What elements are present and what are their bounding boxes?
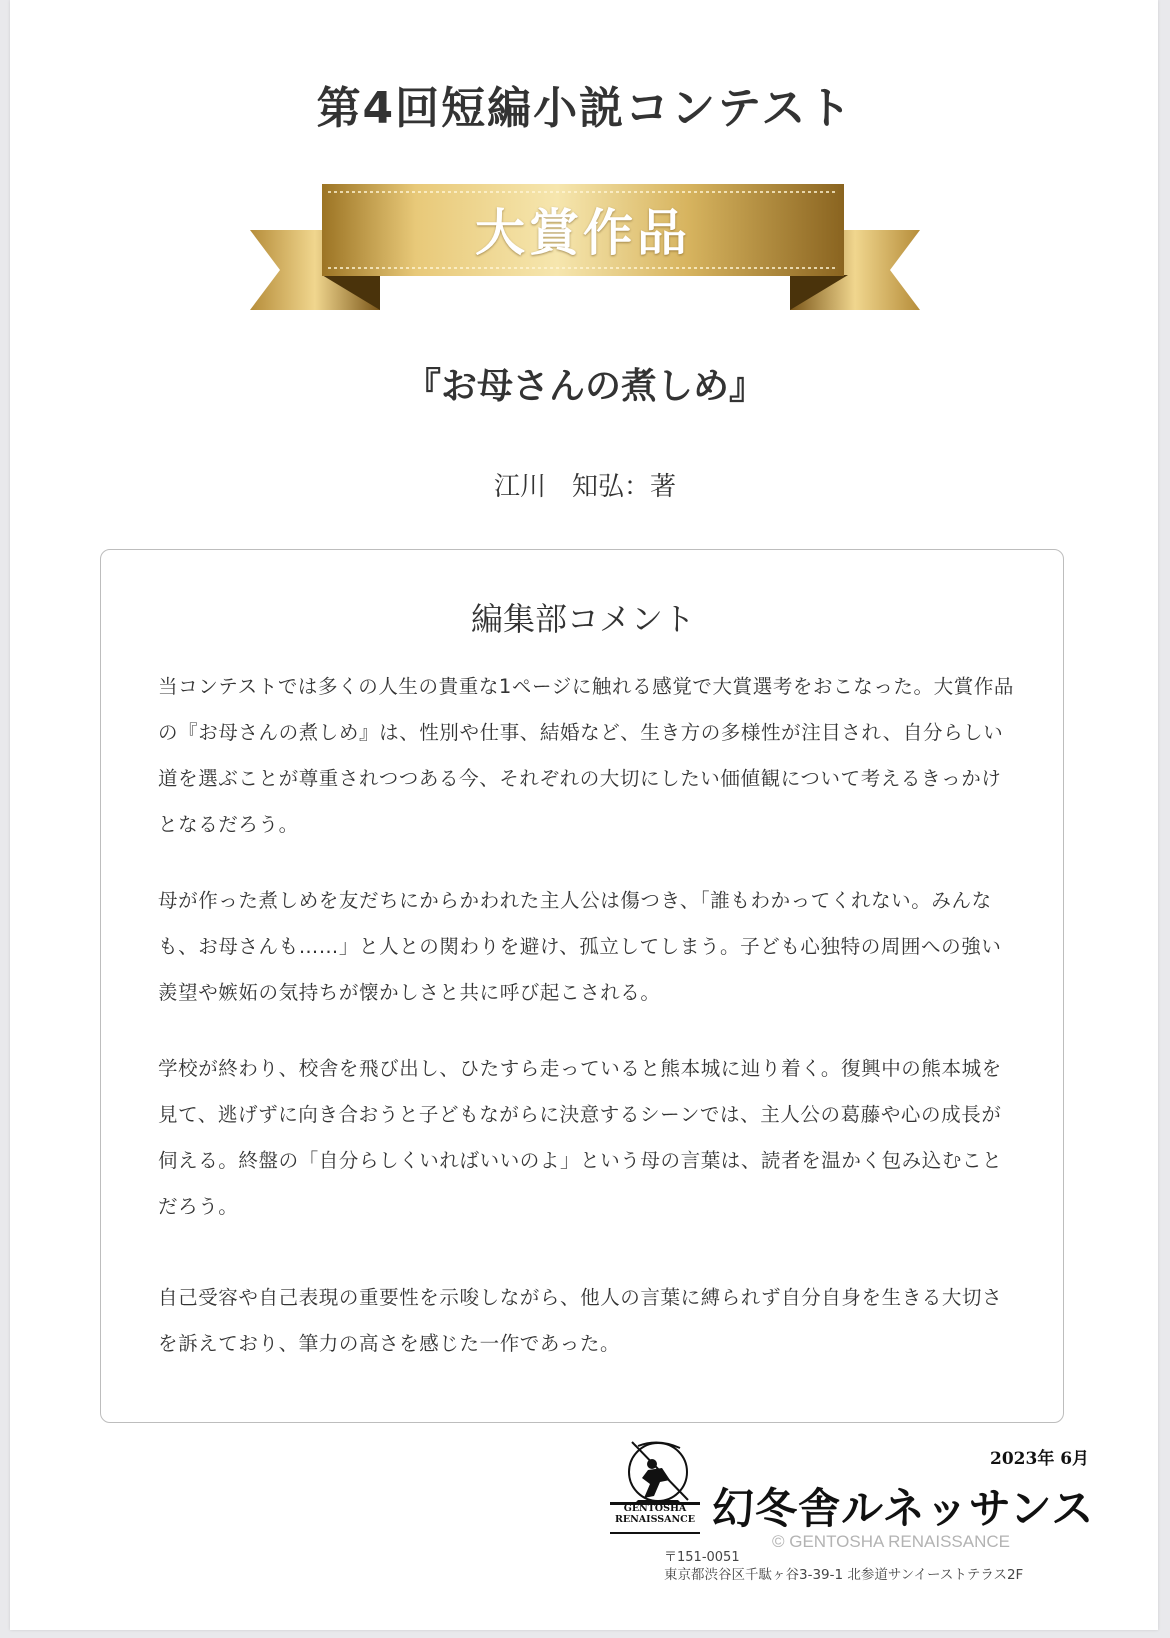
brand-logo-text: 幻冬舎ルネッサンス xyxy=(712,1484,1095,1533)
editorial-comment-box xyxy=(100,549,1064,1423)
issue-date: 2023年 6月 xyxy=(990,1449,1090,1469)
address: 東京都渋谷区千駄ヶ谷3-39-1 北参道サンイーストテラス2F xyxy=(664,1567,1024,1583)
award-label: 大賞作品 xyxy=(475,203,691,262)
work-title: 『お母さんの煮しめ』 xyxy=(404,366,765,407)
contest-title: 第4回短編小説コンテスト xyxy=(316,83,854,134)
postal-code: 〒151-0051 xyxy=(664,1550,740,1565)
comment-paragraph: 母が作った煮しめを友だちにからかわれた主人公は傷つき、「誰もわかってくれない。みんなも、お母さんも……」と人との関わりを避け、孤立してしまう。子ども心独特の周囲への強い羨望や嫉妬の気持ちが懐かしさと共に呼び起こされる。 xyxy=(158,889,1002,1004)
comment-paragraph: 当コンテストでは多くの人生の貴重な1ページに触れる感覚で大賞選考をおこなった。大賞作品の『お母さんの煮しめ』は、性別や仕事、結婚など、生き方の多様性が注目され、自分らしい道を選ぶことが尊重されつつある今、それぞれの大切にしたい価値観について考えるきっかけとなるだろう。 xyxy=(158,675,1015,836)
comment-paragraph: 学校が終わり、校舎を飛び出し、ひたすら走っていると熊本城に辿り着く。復興中の熊本城を見て、逃げずに向き合おうと子どもながらに決意するシーンでは、主人公の葛藤や心の成長が伺える。終盤の「自分らしくいればいいのよ」という母の言葉は、読者を温かく包み込むことだろう。 xyxy=(158,1057,1003,1218)
comment-heading: 編集部コメント xyxy=(470,600,695,638)
emblem-wordmark: GENTOSHA RENAISSANCE xyxy=(614,1503,695,1525)
comment-paragraph: 自己受容や自己表現の重要性を示唆しながら、他人の言葉に縛られず自分自身を生きる大切さを訴えており、筆力の高さを感じた一作であった。 xyxy=(158,1286,1003,1355)
copyright-text: © GENTOSHA RENAISSANCE xyxy=(772,1532,1010,1551)
author-line: 江川 知弘：著 xyxy=(493,472,676,502)
comment-body xyxy=(158,664,1018,1367)
